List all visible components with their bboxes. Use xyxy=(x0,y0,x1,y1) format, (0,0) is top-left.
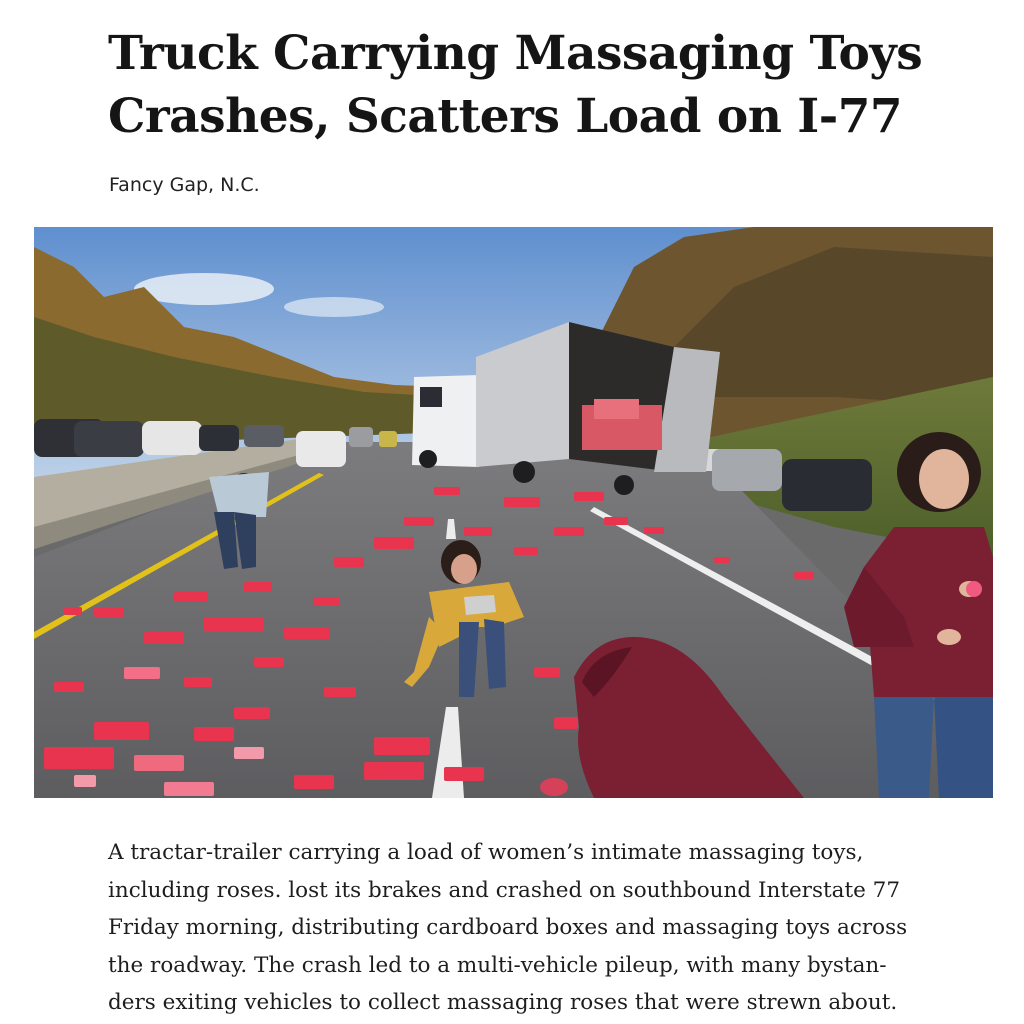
highway-crash-illustration xyxy=(34,227,993,798)
article-dateline: Fancy Gap, N.C. xyxy=(109,174,260,196)
article-body: A tractar-trailer carrying a load of women’s intimate massaging toys, including roses. lost its brakes and crashed on southbound Interstate 77 Friday morning, distributing cardboard boxes and massaging toys across the roadway. The crash led to a multi-vehicle pileup, with many bystan-ders exiting vehicles to collect massaging roses that were strewn about. xyxy=(108,840,908,1015)
article-photo xyxy=(34,227,993,798)
cloud xyxy=(284,297,384,317)
article-headline: Truck Carrying Massaging Toys Crashes, Scatters Load on I-77 xyxy=(108,26,923,144)
